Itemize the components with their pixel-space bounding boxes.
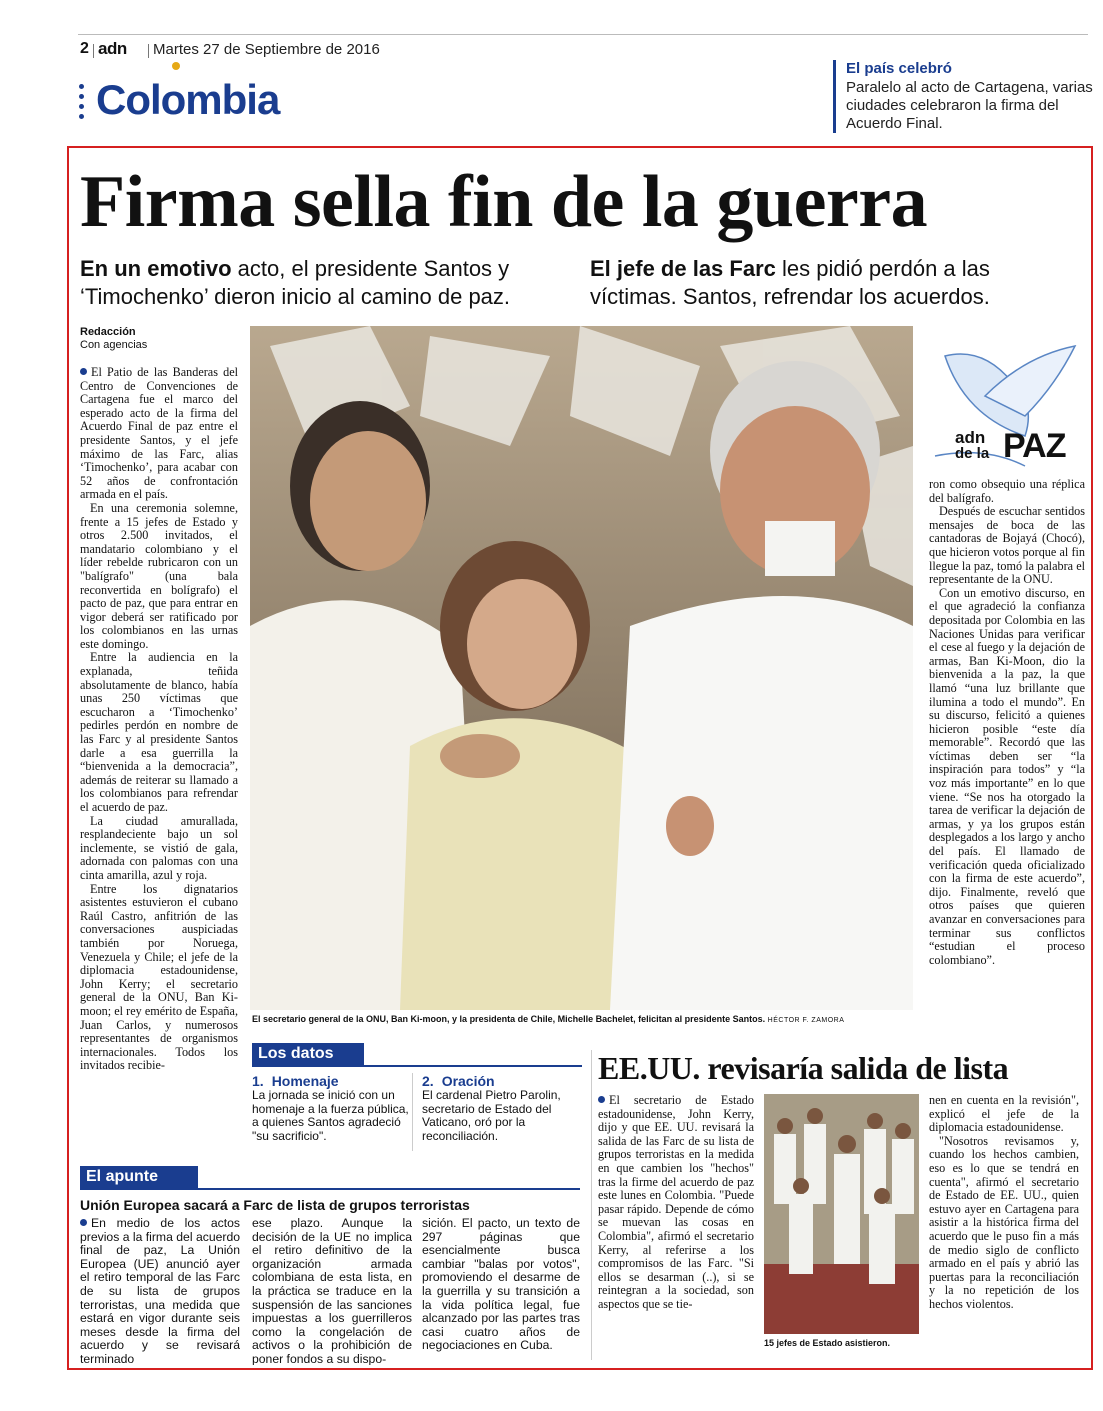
bullet-icon <box>598 1096 605 1103</box>
main-headline: Firma sella fin de la guerra <box>80 161 928 243</box>
paragraph: Entre la audiencia en la explanada, teñida absolutamente de blanco, había unas 250 víctimas que escucharon a ‘Timochenko’ pedirles perdón en nombre de las Farc y al presidente Santos darle a esa guerrilla la “bienvenida a la democracia”, además de reiterar su llamado a los colombianos para refrendar el acuerdo de paz. <box>80 650 238 814</box>
eeuu-col1 <box>598 1094 754 1312</box>
paragraph: Con un emotivo discurso, en el que agradeció la confianza depositada por Colombia en las Naciones Unidas para verificar el cese al fuego y la dejación de armas, Ban Ki-Moon, dio la bienvenida a la paz, la que llamó “una luz brillante que ilumina a todo el mundo”. En su discurso, felicitó a quienes hicieron posible “este día memorable”. Recordó que las víctimas deben ser “la inspiración para todos” y “la voz más importante” en lo que viene. “Se nos ha otorgado la tarea de verificar la dejación de armas, y ya los grupos están desplegados a los largo y ancho del país. El llamado de verificación queda oficializado con la firma de este acuerdo”, dijo. Finalmente, reveló que otros países que quieren avanzar en conversaciones para terminar sus conflictos “estudian el proceso colombiano”. <box>929 585 1085 967</box>
eeuu-headline: EE.UU. revisaría salida de lista <box>598 1050 1009 1086</box>
adn-paz-logo <box>925 326 1085 476</box>
top-rule <box>78 34 1088 35</box>
deck-left-bold: En un emotivo <box>80 256 232 281</box>
small-photo-caption: 15 jefes de Estado asistieron. <box>764 1338 891 1348</box>
paragraph: Después de escuchar sentidos mensajes de boca de las cantadoras de Bojayá (Chocó), que hicieron votos porque al fin llegue la paz, tomó la palabra el representante de la ONU. <box>929 504 1085 587</box>
datos-divider <box>412 1073 413 1151</box>
byline-name: Redacción <box>80 326 136 338</box>
photo-credit: HÉCTOR F. ZAMORA <box>767 1017 845 1024</box>
side-note-title: El país celebró <box>846 60 952 77</box>
bullet-icon <box>80 1219 87 1226</box>
deck-right-text: les pidió perdón a las víctimas. Santos, refrendar los acuerdos. <box>590 256 990 309</box>
brand-logo: adn <box>98 39 127 58</box>
paragraph: El secretario de Estado estadounidense, John Kerry, dijo y que EE. UU. revisará la salida de las Farc de su lista de grupos terroristas en la medida en que cambien los "hechos" tras la firme del acuerdo de paz este lunes en Colombia. "Puede pasar rápido. Depende de cómo se muevan las cosas en Colombia", afirmó el secretario Kerry, al referirse a los compromisos de las Farc. "Si ellos se desarman (..), si se reintegran a la sociedad, son aspectos que se tie- <box>598 1093 754 1311</box>
dato-item <box>252 1073 412 1143</box>
eeuu-col2 <box>929 1094 1079 1312</box>
side-note-text: Paralelo al acto de Cartagena, varias ciudades celebraron la firma del Acuerdo Final. <box>846 79 1093 132</box>
header-divider <box>93 44 94 58</box>
dato-heading: 1. Homenaje <box>252 1073 339 1089</box>
section-dots-icon <box>78 84 86 124</box>
datos-tab: Los datos <box>252 1043 364 1065</box>
apunte-tab: El apunte <box>80 1166 198 1188</box>
header-divider <box>148 44 149 58</box>
apunte-col1: En medio de los actos previos a la firma del acuerdo final de paz, La Unión Europea (UE) anunció ayer el retiro temporal de las Farc de su lista de grupos terroristas, una medida que estará en vigor durante seis meses desde la firma del acuerdo y se revisará terminado <box>80 1217 240 1365</box>
apunte-col2: ese plazo. Aunque la decisión de la UE no implica el retiro definitivo de la organización armada colombiana de esta lista, en la práctica se traduce en la suspensión de las sanciones impuestas a los guerrilleros como la congelación de activos o la prohibición de poner fondos a su dispo- <box>252 1217 412 1365</box>
deck-left <box>80 255 570 311</box>
column-divider <box>591 1050 592 1360</box>
apunte-rule <box>80 1188 580 1190</box>
main-photo <box>250 326 913 1010</box>
deck-right <box>590 255 1080 311</box>
paragraph: La ciudad amurallada, resplandeciente bajo un sol inclemente, se vistió de gala, adornada con palomas con una cinta amarilla, azul y roja. <box>80 813 238 882</box>
dato-text: El cardenal Pietro Parolin, secretario de Estado del Vaticano, oró por la reconciliación. <box>422 1088 561 1143</box>
issue-date: Martes 27 de Septiembre de 2016 <box>153 41 380 58</box>
paragraph: En una ceremonia solemne, frente a 15 jefes de Estado y otros 2.500 invitados, el mandatario colombiano y el líder rebelde rubricaron con un "balígrafo" (una bala reconvertida en bolígrafo) el pacto de paz, que para entrar en vigor deberá ser ratificado por los colombianos en las urnas este domingo. <box>80 500 238 651</box>
byline <box>80 326 147 352</box>
logo-de-la: de la <box>955 445 990 462</box>
apunte-headline: Unión Europea sacará a Farc de lista de grupos terroristas <box>80 1197 470 1213</box>
logo-paz: PAZ <box>1003 427 1066 465</box>
paragraph: ron como obsequio una réplica del balígrafo. <box>929 477 1085 505</box>
paragraph: El Patio de las Banderas del Centro de Convenciones de Cartagena fue el marco del esperado acto de la firma del Acuerdo Final de paz entre el presidente Santos, y el jefe máximo de las Farc, alias ‘Timochenko’, para acabar con 52 años de confrontación armada en el país. <box>80 365 238 502</box>
dato-item <box>422 1073 580 1143</box>
dato-heading: 2. Oración <box>422 1073 495 1089</box>
logo-adn: adn <box>955 428 986 447</box>
right-column <box>929 478 1085 967</box>
paragraph: nen en cuenta en la revisión", explicó el jefe de la diplomacia estadounidense. <box>929 1093 1079 1135</box>
section-title: Colombia <box>96 76 280 123</box>
paragraph: "Nosotros revisamos y, cuando los hechos cambien, eso es lo que se tendrá en cuenta", afirmó el secretario de Estado de EE. UU., quien estuvo ayer en Cartagena para asistir a la histórica firma del acuerdo que le puso fin a más de medio siglo de conflicto armado en el país y abrió las puertas para la reconciliación y la no repetición de los hechos violentos. <box>929 1133 1079 1311</box>
paragraph: Entre los dignatarios asistentes estuvieron el cubano Raúl Castro, anfitrión de las conversaciones auspiciadas también por Noruega, Venezuela y Chile; el jefe de la diplomacia estadounidense, John Kerry; el secretario general de la ONU, Ban Ki-moon; el rey emérito de España, Juan Carlos, y numerosos representantes de organismos internacionales. Todos los invitados recibie- <box>80 881 238 1073</box>
side-note <box>833 60 1096 133</box>
bullet-icon <box>80 368 87 375</box>
photo-caption <box>252 1014 912 1024</box>
accent-dot-icon <box>172 62 180 70</box>
apunte-col3: sición. El pacto, un texto de 297 páginas que esencialmente busca cambiar "balas por votos", promoviendo el desarme de la guerrilla y su transición a la vida política legal, fue alcanzado por las partes tras casi cuatro años de negociaciones en Cuba. <box>422 1217 580 1353</box>
caption-text: El secretario general de la ONU, Ban Ki-moon, y la presidenta de Chile, Michelle Bachelet, felicitan al presidente Santos. <box>252 1014 766 1024</box>
byline-sub: Con agencias <box>80 339 148 351</box>
page-number: 2 <box>80 40 89 57</box>
dato-text: La jornada se inició con un homenaje a la fuerza pública, a quienes Santos agradeció "su sacrificio". <box>252 1088 409 1143</box>
heads-of-state-photo <box>764 1094 919 1334</box>
datos-rule <box>252 1065 582 1067</box>
deck-right-bold: El jefe de las Farc <box>590 256 776 281</box>
left-column <box>80 366 238 1073</box>
deck-left-text: acto, el presidente Santos y ‘Timochenko’ dieron inicio al camino de paz. <box>80 256 511 309</box>
